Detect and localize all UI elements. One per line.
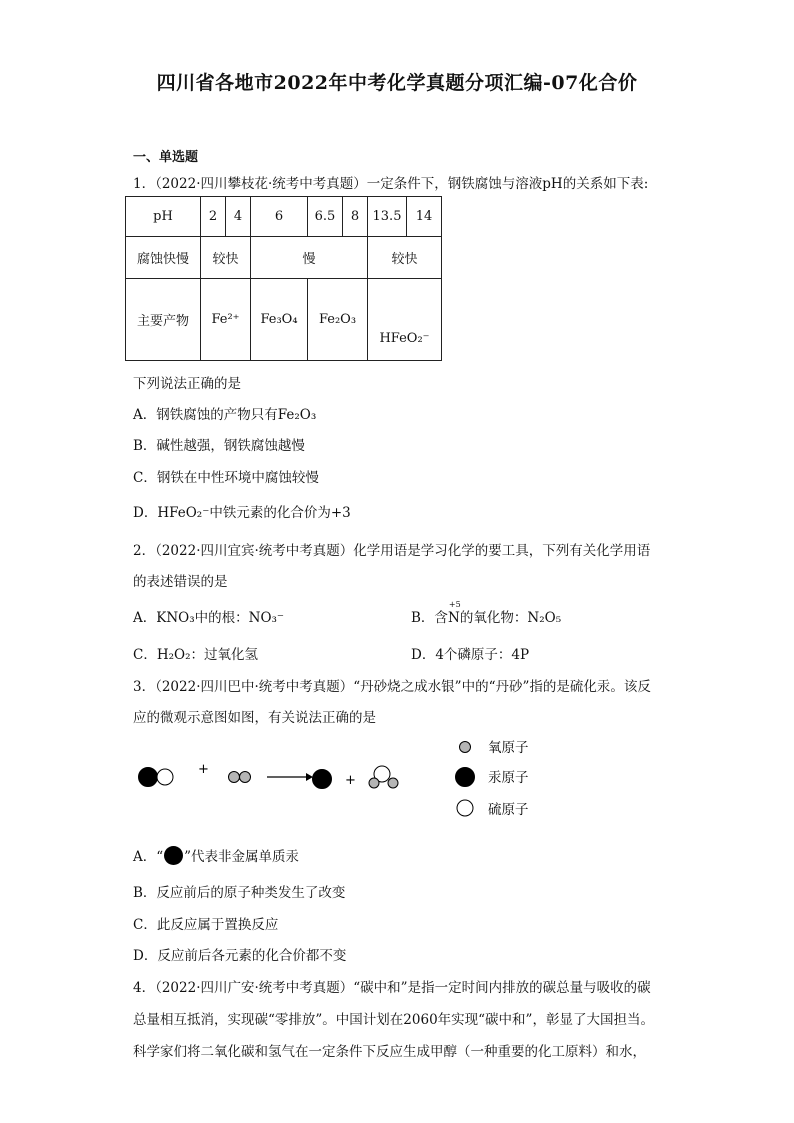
table-cell: 13.5 bbox=[368, 197, 407, 237]
table-header-ph: pH bbox=[126, 197, 201, 237]
q3-option-a-prefix: A．“ bbox=[133, 849, 164, 865]
plus-sign: + bbox=[198, 762, 209, 777]
q1-option-a: A．钢铁腐蚀的产物只有Fe₂O₃ bbox=[133, 407, 317, 423]
oxygen-atom bbox=[229, 772, 240, 783]
q4-line1: 4．（2022·四川广安·统考中考真题）“碳中和”是指一定时间内排放的碳总量与吸收的碳 bbox=[133, 980, 651, 996]
q3-stem-line2: 应的微观示意图如图，有关说法正确的是 bbox=[133, 710, 376, 726]
table-cell: Fe₃O₄ bbox=[251, 279, 308, 361]
valence-n bbox=[448, 600, 461, 626]
table-cell: 8 bbox=[343, 197, 368, 237]
oxygen-atom bbox=[369, 778, 379, 788]
mercury-atom bbox=[313, 770, 332, 789]
sulfur-atom bbox=[157, 769, 173, 785]
legend-mercury-label: 汞原子 bbox=[488, 770, 529, 786]
q2-option-c: C．H₂O₂：过氧化氢 bbox=[133, 647, 258, 663]
q1-option-d: D．HFeO₂⁻中铁元素的化合价为+3 bbox=[133, 505, 351, 521]
legend-oxygen-icon bbox=[460, 742, 471, 753]
reaction-diagram bbox=[130, 735, 570, 825]
mercury-atom bbox=[139, 768, 158, 787]
legend-mercury-icon bbox=[456, 768, 475, 787]
q1-stem: 1．（2022·四川攀枝花·统考中考真题）一定条件下，钢铁腐蚀与溶液pH的关系如下表: bbox=[133, 176, 649, 192]
table-cell: Fe²⁺ bbox=[201, 279, 251, 361]
mercury-atom-icon bbox=[164, 846, 183, 865]
q3-option-d: D．反应前后各元素的化合价都不变 bbox=[133, 948, 347, 964]
table-cell: 6.5 bbox=[308, 197, 343, 237]
q4-line2: 总量相互抵消，实现碳“零排放”。中国计划在2060年实现“碳中和”，彰显了大国担当。 bbox=[133, 1012, 654, 1028]
table-cell: HFeO₂⁻ bbox=[368, 279, 442, 361]
table-cell: Fe₂O₃ bbox=[308, 279, 368, 361]
q3-option-a-suffix: ”代表非金属单质汞 bbox=[184, 849, 300, 865]
q1-option-c: C．钢铁在中性环境中腐蚀较慢 bbox=[133, 470, 319, 486]
q1-prompt: 下列说法正确的是 bbox=[133, 376, 241, 392]
q2-option-b-prefix: B．含 bbox=[411, 610, 448, 626]
q3-stem-line1: 3．（2022·四川巴中·统考中考真题）“丹砂烧之成水银”中的“丹砂”指的是硫化汞。该反 bbox=[133, 679, 651, 695]
oxygen-atom bbox=[240, 772, 251, 783]
table-cell: 4 bbox=[226, 197, 251, 237]
table-cell: 较快 bbox=[201, 237, 251, 279]
q3-option-c: C．此反应属于置换反应 bbox=[133, 917, 279, 933]
table-cell: 2 bbox=[201, 197, 226, 237]
q2-option-d: D．4个磷原子：4P bbox=[411, 647, 530, 663]
valence-sup: +5 bbox=[448, 600, 461, 609]
q3-option-b: B．反应前后的原子种类发生了改变 bbox=[133, 885, 346, 901]
table-header-products: 主要产物 bbox=[126, 279, 201, 361]
table-cell: 6 bbox=[251, 197, 308, 237]
q2-stem-line2: 的表述错误的是 bbox=[133, 574, 228, 590]
oxygen-atom bbox=[388, 778, 398, 788]
q1-option-b: B．碱性越强，钢铁腐蚀越慢 bbox=[133, 438, 305, 454]
q4-line3: 科学家们将二氧化碳和氢气在一定条件下反应生成甲醇（一种重要的化工原料）和水， bbox=[133, 1044, 646, 1060]
legend-oxygen-label: 氧原子 bbox=[488, 740, 529, 756]
page-title: 四川省各地市2022年中考化学真题分项汇编-07化合价 bbox=[156, 72, 638, 94]
plus-sign: + bbox=[345, 773, 356, 788]
q2-option-a: A．KNO₃中的根：NO₃⁻ bbox=[133, 610, 285, 626]
legend-sulfur-label: 硫原子 bbox=[488, 802, 529, 818]
q2-option-b-suffix: 的氧化物：N₂O₅ bbox=[459, 610, 562, 626]
element-n: N bbox=[448, 610, 460, 626]
table-cell: 14 bbox=[407, 197, 442, 237]
section-heading: 一、单选题 bbox=[133, 150, 199, 165]
table-cell: 较快 bbox=[368, 237, 442, 279]
table-cell: 慢 bbox=[251, 237, 368, 279]
q2-stem-line1: 2．（2022·四川宜宾·统考中考真题）化学用语是学习化学的要工具，下列有关化学用语 bbox=[133, 543, 651, 559]
table-header-speed: 腐蚀快慢 bbox=[126, 237, 201, 279]
legend-sulfur-icon bbox=[457, 800, 473, 816]
arrow-head-icon bbox=[306, 773, 313, 781]
q2-option-b bbox=[411, 600, 562, 626]
ph-corrosion-table bbox=[125, 196, 442, 361]
q3-option-a bbox=[133, 845, 299, 865]
